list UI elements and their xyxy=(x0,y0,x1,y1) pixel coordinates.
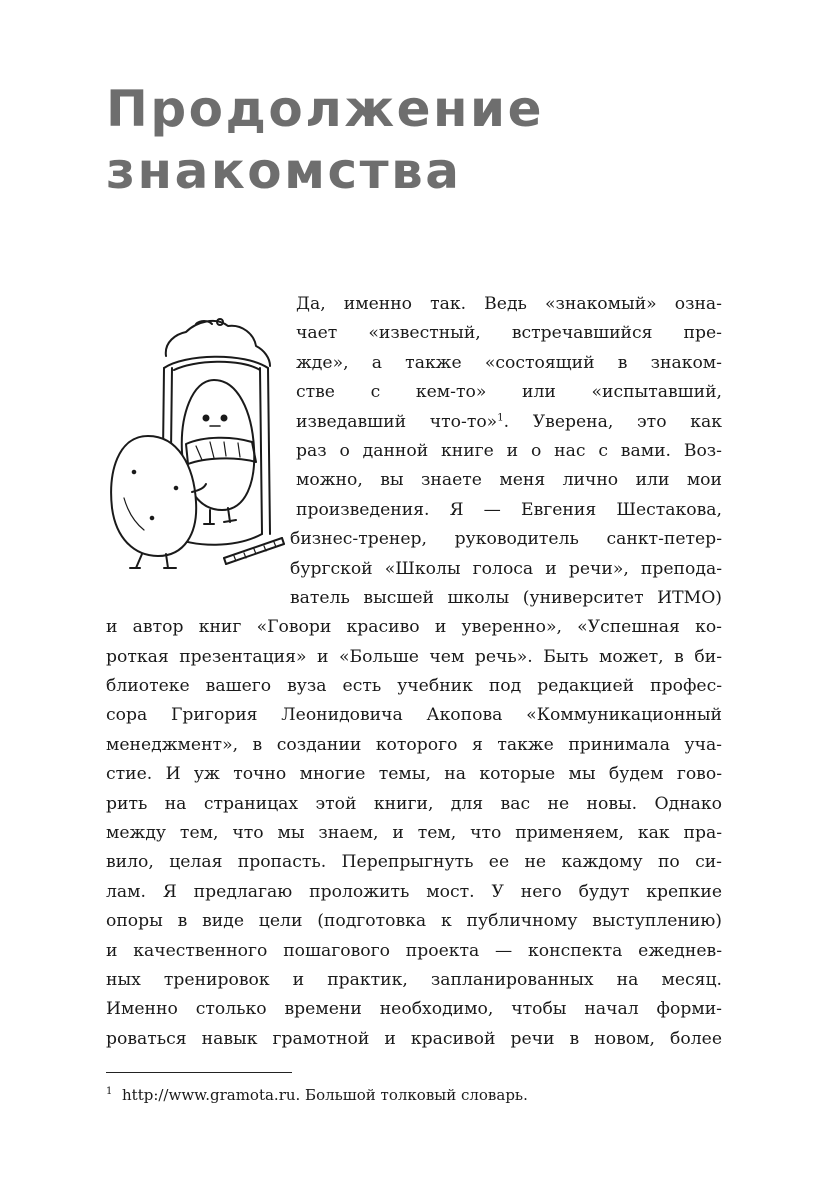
text-line: стве с кем-то» или «испытавший, xyxy=(296,382,722,403)
footnote: 1 http://www.gramota.ru. Большой толковый словарь. xyxy=(106,1086,528,1104)
text-line: Именно столько времени необходимо, чтобы начал форми- xyxy=(106,999,722,1020)
text-line: блиотеке вашего вуза есть учебник под редакцией профес- xyxy=(106,676,722,697)
text-line-with-footnote xyxy=(296,408,722,437)
text-line: роваться навык грамотной и красивой речи в новом, более xyxy=(106,1028,722,1049)
text-line-part: изведавший что-то» xyxy=(296,411,498,432)
text-line: сора Григория Леонидовича Акопова «Коммуникационный xyxy=(106,705,722,726)
text-line: вило, целая пропасть. Перепрыгнуть ее не каждому по си- xyxy=(106,852,722,873)
text-line: раз о данной книге и о нас с вами. Воз- xyxy=(296,440,722,461)
text-line: менеджмент», в создании которого я также принимала уча- xyxy=(106,734,722,755)
text-line: бизнес-тренер, руководитель санкт-петер- xyxy=(290,529,722,550)
wrapped-lines xyxy=(296,290,722,525)
text-line: произведения. Я — Евгения Шестакова, xyxy=(296,499,722,520)
text-line: бургской «Школы голоса и речи», препода- xyxy=(290,558,722,579)
text-line: ных тренировок и практик, запланированных на месяц. xyxy=(106,969,722,990)
text-line: лам. Я предлагаю проложить мост. У него будут крепкие xyxy=(106,881,722,902)
footnote-reference[interactable]: 1 xyxy=(497,411,504,423)
text-line: чает «известный, встречавшийся пре- xyxy=(296,323,722,344)
wrapped-lines-narrow xyxy=(290,525,722,613)
text-line: роткая презентация» и «Больше чем речь». Быть может, в би- xyxy=(106,646,722,667)
text-line: жде», а также «состоящий в знаком- xyxy=(296,352,722,373)
body-paragraph xyxy=(106,290,722,1054)
text-line: Да, именно так. Ведь «знакомый» озна- xyxy=(296,294,722,314)
text-line: можно, вы знаете меня лично или мои xyxy=(296,470,722,491)
text-line: рить на страницах этой книги, для вас не новы. Однако xyxy=(106,793,722,814)
text-line: ватель высшей школы (университет ИТМО) xyxy=(290,587,722,608)
chapter-title-line-1: Продолжение xyxy=(106,80,544,138)
text-line-part: . Уверена, это как xyxy=(503,411,722,432)
chapter-title-line-2: знакомства xyxy=(106,142,462,200)
footnote-text: http://www.gramota.ru. Большой толковый словарь. xyxy=(122,1086,528,1104)
text-line: и качественного пошагового проекта — конспекта ежеднев- xyxy=(106,940,722,961)
chapter-title xyxy=(106,78,746,202)
text-line: и автор книг «Говори красиво и уверенно», «Успешная ко- xyxy=(106,617,722,638)
full-lines xyxy=(106,613,722,1054)
text-line: между тем, что мы знаем, и тем, что применяем, как пра- xyxy=(106,823,722,844)
footnote-divider xyxy=(106,1072,292,1073)
text-line: стие. И уж точно многие темы, на которые мы будем гово- xyxy=(106,764,722,785)
text-line: опоры в виде цели (подготовка к публичному выступлению) xyxy=(106,911,722,932)
